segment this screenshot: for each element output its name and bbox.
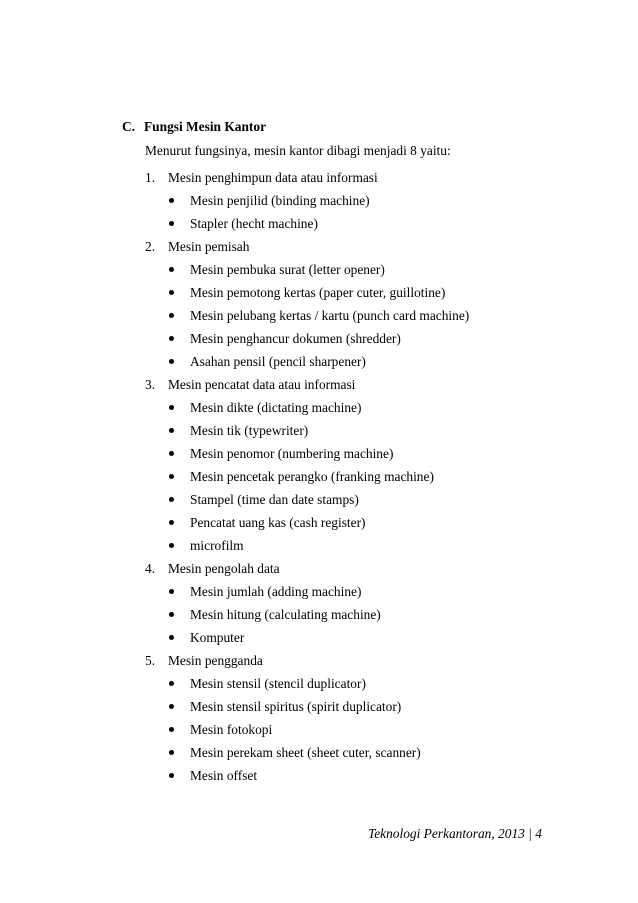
category-label: Mesin pengganda bbox=[168, 653, 263, 668]
list-item bbox=[0, 764, 638, 787]
list-item-text: Mesin dikte (dictating machine) bbox=[190, 400, 362, 415]
list-item bbox=[0, 350, 638, 373]
bullet-icon bbox=[169, 405, 174, 410]
bullet-icon bbox=[169, 497, 174, 502]
bullet-icon bbox=[169, 681, 174, 686]
list-item bbox=[0, 281, 638, 304]
list-item-text: Mesin pemotong kertas (paper cuter, guillotine) bbox=[190, 285, 446, 300]
bullet-icon bbox=[169, 198, 174, 203]
bullet-icon bbox=[169, 359, 174, 364]
category-block bbox=[0, 166, 638, 235]
list-item-text: Asahan pensil (pencil sharpener) bbox=[190, 354, 366, 369]
list-item-text: Mesin tik (typewriter) bbox=[190, 423, 309, 438]
list-item-text: Mesin stensil spiritus (spirit duplicator) bbox=[190, 699, 402, 714]
list-item-text: Mesin hitung (calculating machine) bbox=[190, 607, 381, 622]
list-item-text: Mesin penghancur dokumen (shredder) bbox=[190, 331, 401, 346]
bullet-icon bbox=[169, 267, 174, 272]
category-row bbox=[0, 649, 638, 672]
bullet-icon bbox=[169, 290, 174, 295]
list-item-text: Mesin fotokopi bbox=[190, 722, 273, 737]
bullet-icon bbox=[169, 336, 174, 341]
category-row bbox=[0, 373, 638, 396]
list-item-text: Pencatat uang kas (cash register) bbox=[190, 515, 366, 530]
list-item bbox=[0, 718, 638, 741]
bullet-icon bbox=[169, 313, 174, 318]
list-item bbox=[0, 488, 638, 511]
list-item bbox=[0, 212, 638, 235]
category-label: Mesin pemisah bbox=[168, 239, 250, 254]
bullet-icon bbox=[169, 727, 174, 732]
bullet-icon bbox=[169, 704, 174, 709]
list-item bbox=[0, 741, 638, 764]
list-item-text: Mesin penomor (numbering machine) bbox=[190, 446, 394, 461]
section-letter: C. bbox=[122, 119, 136, 134]
category-block bbox=[0, 373, 638, 557]
section-heading bbox=[122, 119, 266, 135]
bullet-icon bbox=[169, 635, 174, 640]
list-item bbox=[0, 695, 638, 718]
list-item bbox=[0, 258, 638, 281]
category-block bbox=[0, 649, 638, 787]
list-item-text: Mesin perekam sheet (sheet cuter, scanner) bbox=[190, 745, 421, 760]
list-item bbox=[0, 626, 638, 649]
category-number: 5. bbox=[145, 653, 156, 668]
list-item-text: Stapler (hecht machine) bbox=[190, 216, 318, 231]
list-item bbox=[0, 304, 638, 327]
list-item-text: Stampel (time dan date stamps) bbox=[190, 492, 359, 507]
intro-text: Menurut fungsinya, mesin kantor dibagi menjadi 8 yaitu: bbox=[145, 143, 451, 158]
list-item-text: Mesin penjilid (binding machine) bbox=[190, 193, 370, 208]
list-item bbox=[0, 580, 638, 603]
category-number: 1. bbox=[145, 170, 156, 185]
list-item bbox=[0, 465, 638, 488]
list-item bbox=[0, 534, 638, 557]
bullet-icon bbox=[169, 612, 174, 617]
category-list bbox=[0, 166, 638, 787]
list-item-text: Komputer bbox=[190, 630, 245, 645]
category-number: 3. bbox=[145, 377, 156, 392]
list-item bbox=[0, 672, 638, 695]
list-item bbox=[0, 511, 638, 534]
category-block bbox=[0, 557, 638, 649]
bullet-icon bbox=[169, 428, 174, 433]
list-item bbox=[0, 442, 638, 465]
list-item-text: Mesin offset bbox=[190, 768, 258, 783]
bullet-icon bbox=[169, 520, 174, 525]
bullet-icon bbox=[169, 750, 174, 755]
section-title: Fungsi Mesin Kantor bbox=[144, 119, 267, 134]
list-item-text: Mesin stensil (stencil duplicator) bbox=[190, 676, 366, 691]
category-label: Mesin pengolah data bbox=[168, 561, 280, 576]
list-item bbox=[0, 327, 638, 350]
list-item bbox=[0, 603, 638, 626]
bullet-icon bbox=[169, 543, 174, 548]
list-item-text: microfilm bbox=[190, 538, 244, 553]
bullet-icon bbox=[169, 451, 174, 456]
bullet-icon bbox=[169, 221, 174, 226]
list-item-text: Mesin pelubang kertas / kartu (punch card machine) bbox=[190, 308, 470, 323]
page-footer: Teknologi Perkantoran, 2013 | 4 bbox=[368, 826, 542, 841]
bullet-icon bbox=[169, 773, 174, 778]
category-label: Mesin penghimpun data atau informasi bbox=[168, 170, 378, 185]
category-number: 4. bbox=[145, 561, 156, 576]
list-item bbox=[0, 419, 638, 442]
category-row bbox=[0, 557, 638, 580]
bullet-icon bbox=[169, 589, 174, 594]
category-label: Mesin pencatat data atau informasi bbox=[168, 377, 356, 392]
list-item bbox=[0, 396, 638, 419]
category-block bbox=[0, 235, 638, 373]
bullet-icon bbox=[169, 474, 174, 479]
category-row bbox=[0, 166, 638, 189]
list-item-text: Mesin pencetak perangko (franking machine) bbox=[190, 469, 434, 484]
list-item-text: Mesin pembuka surat (letter opener) bbox=[190, 262, 385, 277]
list-item bbox=[0, 189, 638, 212]
category-row bbox=[0, 235, 638, 258]
category-number: 2. bbox=[145, 239, 156, 254]
list-item-text: Mesin jumlah (adding machine) bbox=[190, 584, 362, 599]
